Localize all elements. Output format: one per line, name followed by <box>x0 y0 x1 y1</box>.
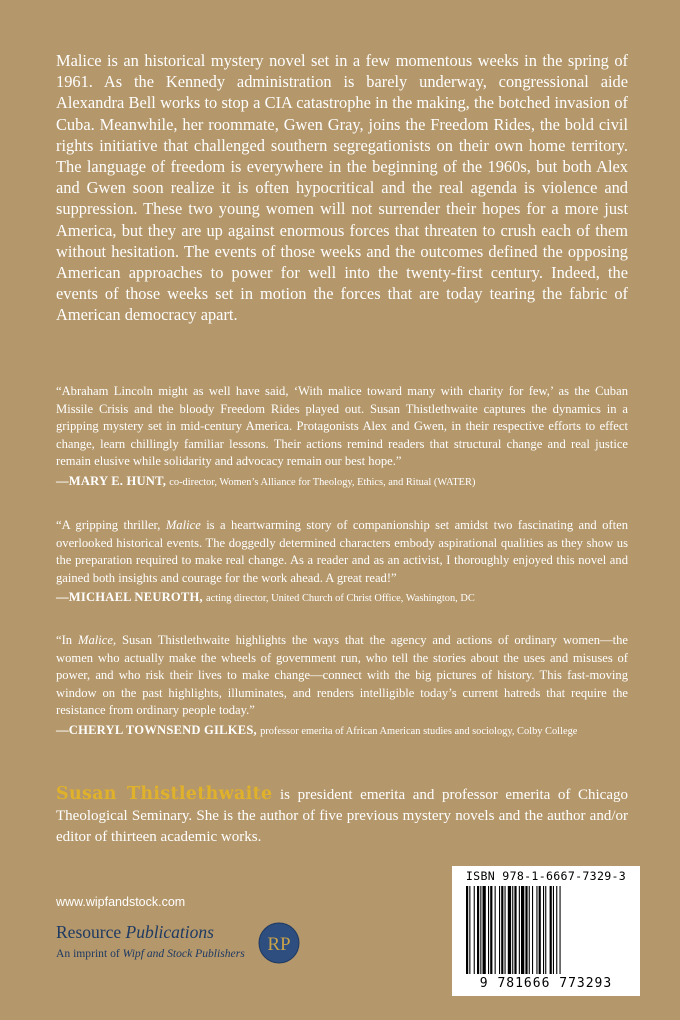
barcode-bar <box>483 886 486 974</box>
review-quote: “In Malice, Susan Thistlethwaite highlights the ways that the agency and actions of ordinary women—the women who actually make the wheels of government run, who tell the stories about the uses and misuses of power, and who risk their lives to make change—connect with the big pictures of history. This fast-moving window on the past highlights, illuminates, and renders intelligible today’s current hatreds that require the resistance from ordinary people today.” <box>56 633 628 718</box>
barcode-bar <box>553 886 554 974</box>
barcode-bar <box>499 886 500 974</box>
isbn-label: ISBN 978-1-6667-7329-3 <box>465 869 627 883</box>
publisher-imprint: An imprint of Wipf and Stock Publishers <box>56 947 245 960</box>
barcode-bar <box>514 886 516 974</box>
barcode-bar <box>539 886 541 974</box>
barcode-bar <box>466 886 468 974</box>
rp-badge-text: RP <box>267 934 291 955</box>
barcode-bar <box>545 886 546 974</box>
barcode-bar <box>550 886 552 974</box>
barcode-bar <box>519 886 520 974</box>
publisher-name: Resource Publications <box>56 922 214 942</box>
book-description: Malice is an historical mystery novel set in a few momentous weeks in the spring of 1961. As the Kennedy administration is barely underway, congressional aide Alexandra Bell works to stop a CIA catastrophe in the making, the botched invasion of Cuba. Meanwhile, her roommate, Gwen Gray, joins the Freedom Rides, the bold civil rights initiative that challenged southern segregationists on their own home territory. The language of freedom is everywhere in the beginning of the 1960s, but both Alex and Gwen soon realize it is often hypocritical and the real agenda is violence and suppression. These two young women will not surrender their hopes for a more just America, but they are up against enormous forces that threaten to crush each of them without hesitation. The events of those weeks and the outcomes defined the opposing American approaches to power for well into the twenty-first century. Indeed, the events of those weeks set in motion the forces that are today tearing the fabric of American democracy apart. <box>56 51 628 325</box>
barcode-bar <box>488 886 489 974</box>
barcode-bar <box>521 886 524 974</box>
barcode-bar <box>529 886 530 974</box>
barcode-bar <box>474 886 475 974</box>
barcode-bar <box>560 886 561 974</box>
publisher-logo <box>56 922 316 970</box>
isbn-digits: 9 781666 773293 <box>479 976 613 991</box>
isbn-barcode <box>452 866 640 996</box>
review-quote: “Abraham Lincoln might as well have said, ‘With malice toward many with charity for few,’ as the Cuban Missile Crisis and the bloody Freedom Rides played out. Susan Thistlethwaite captures the dynamics in a gripping mystery set in mid-century America. Protagonists Alex and Gwen, in their respective efforts to effect change, learn chillingly familiar lessons. Their actions remind readers that structural change and real justice remain elusive while solidarity and advocacy remain our best hope.” <box>56 384 628 469</box>
reviewer-name: —MARY E. HUNT, <box>56 473 167 488</box>
barcode-bar <box>512 886 513 974</box>
barcode-bar <box>495 886 496 974</box>
barcode-bars <box>466 886 626 978</box>
barcode-bar <box>508 886 511 974</box>
barcode-bar <box>490 886 492 974</box>
review-attribution <box>56 473 628 491</box>
book-title-italic: Malice <box>165 518 201 532</box>
review-3 <box>56 632 628 740</box>
barcode-bar <box>543 886 544 974</box>
review-attribution <box>56 589 628 607</box>
barcode-bar <box>556 886 557 974</box>
review-quote: “A gripping thriller, Malice is a heartwarming story of companionship set amidst two fascinating and often overlooked historical events. The doggedly determined characters embody aspirational qualities as they show us the preparation required to make real change. As a reader and as an activist, I thoroughly enjoyed this novel and gained both insights and courage for the work ahead. A great read!” <box>56 518 628 585</box>
review-1 <box>56 383 628 491</box>
barcode-bar <box>480 886 481 974</box>
reviewer-role: acting director, United Church of Christ Office, Washington, DC <box>206 593 475 605</box>
review-2 <box>56 517 628 607</box>
publisher-website: www.wipfandstock.com <box>56 895 186 909</box>
reviewer-name: —CHERYL TOWNSEND GILKES, <box>56 722 257 737</box>
rp-emblem-icon <box>258 922 300 964</box>
author-name: Susan Thistlethwaite <box>56 784 273 804</box>
barcode-bar <box>469 886 470 974</box>
author-bio-text: is president emerita and professor emerita of Chicago Theological Seminary. She is the author of five previous mystery novels and the author and/or editor of thirteen academic works. <box>56 787 629 845</box>
barcode-bar <box>536 886 537 974</box>
reviewer-name: —MICHAEL NEUROTH, <box>56 590 203 605</box>
reviewer-role: professor emerita of African American studies and sociology, Colby College <box>260 725 578 737</box>
review-attribution <box>56 722 628 740</box>
barcode-bar <box>525 886 527 974</box>
reviewer-role: co-director, Women’s Alliance for Theology, Ethics, and Ritual (WATER) <box>169 476 476 488</box>
barcode-bar <box>501 886 503 974</box>
barcode-bar <box>477 886 479 974</box>
author-bio <box>56 784 628 848</box>
barcode-bar <box>532 886 533 974</box>
barcode-bar <box>505 886 506 974</box>
book-title-italic: Malice <box>77 633 113 647</box>
